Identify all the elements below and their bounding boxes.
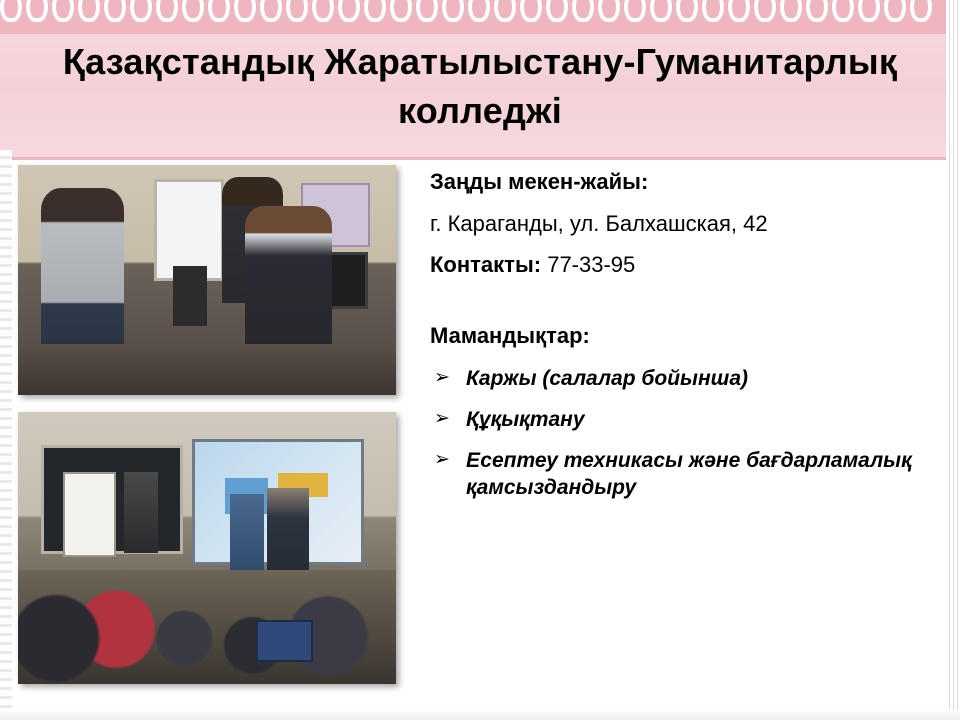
list-item-label: Есептеу техникасы және бағдарламалық қамсыздандыру — [466, 449, 912, 500]
desk-shape — [18, 344, 396, 395]
arrow-bullet-icon: ➢ — [434, 449, 450, 471]
spiral-ring-icon — [416, 0, 438, 22]
spiral-ring-icon — [546, 0, 568, 22]
photo-students-computer-lab — [18, 165, 396, 395]
page-title: Қазақстандық Жаратылыстану-Гуманитарлық колледжі — [62, 41, 898, 131]
spiral-ring-icon — [208, 0, 230, 22]
spiral-ring-icon — [130, 0, 152, 22]
list-item — [430, 447, 940, 502]
spiral-ring-icon — [182, 0, 204, 22]
person-shape — [230, 494, 264, 576]
spiral-ring-icon — [754, 0, 776, 22]
list-item-label: Каржы (салалар бойынша) — [466, 366, 749, 390]
contact-label: Контакты: — [430, 252, 542, 277]
spiral-ring-icon — [234, 0, 256, 22]
photo-lecture-presentation — [18, 412, 396, 684]
spiral-ring-icon — [520, 0, 542, 22]
spiral-ring-icon — [572, 0, 594, 22]
spiral-ring-icon — [494, 0, 516, 22]
arrow-bullet-icon: ➢ — [434, 366, 450, 388]
address-value: г. Караганды, ул. Балхашская, 42 — [430, 210, 768, 236]
spiral-ring-icon — [260, 0, 282, 22]
spiral-ring-icon — [156, 0, 178, 22]
spiral-ring-icon — [286, 0, 308, 22]
spiral-ring-icon — [26, 0, 48, 22]
spiral-ring-icon — [728, 0, 750, 22]
content-column — [430, 168, 940, 516]
spiral-ring-icon — [598, 0, 620, 22]
spiral-ring-icon — [780, 0, 802, 22]
spiral-ring-icon — [364, 0, 386, 22]
spiral-ring-icon — [858, 0, 880, 22]
page-right-edge — [946, 0, 960, 720]
list-item — [430, 365, 940, 392]
address-label: Заңды мекен-жайы: — [430, 169, 649, 194]
laptop-shape — [256, 620, 313, 662]
computer-tower-shape — [173, 266, 207, 326]
spiral-ring-icon — [650, 0, 672, 22]
spiral-ring-icon — [806, 0, 828, 22]
flipchart-shape — [63, 472, 116, 558]
page-left-binding-edge — [0, 150, 12, 720]
spiral-ring-icon — [390, 0, 412, 22]
page-bottom-edge — [0, 710, 960, 720]
contact-row — [430, 251, 940, 279]
list-item — [430, 406, 940, 433]
spiral-ring-icon — [338, 0, 360, 22]
vertical-spacer — [430, 293, 940, 323]
audience-shape — [18, 570, 396, 684]
spiral-ring-icon — [468, 0, 490, 22]
photo-students-computer-lab-image — [18, 165, 396, 395]
spiral-ring-icon — [312, 0, 334, 22]
person-shape — [124, 472, 158, 554]
spiral-ring-icon — [884, 0, 906, 22]
spiral-ring-icon — [832, 0, 854, 22]
spiral-ring-icon — [910, 0, 932, 22]
list-item-label: Құқықтану — [466, 407, 585, 431]
spiral-ring-icon — [52, 0, 74, 22]
spiral-ring-icon — [104, 0, 126, 22]
spiral-ring-icon — [676, 0, 698, 22]
spiral-ring-icon — [624, 0, 646, 22]
specialties-list — [430, 365, 940, 502]
spiral-ring-icon — [702, 0, 724, 22]
spiral-ring-icon — [0, 0, 22, 22]
photo-lecture-presentation-image — [18, 412, 396, 684]
spiral-ring-icon — [442, 0, 464, 22]
spiral-rings — [0, 0, 960, 34]
spiral-ring-icon — [78, 0, 100, 22]
specialties-heading: Мамандықтар: — [430, 322, 590, 348]
arrow-bullet-icon: ➢ — [434, 407, 450, 429]
contact-value: 77-33-95 — [547, 252, 636, 277]
